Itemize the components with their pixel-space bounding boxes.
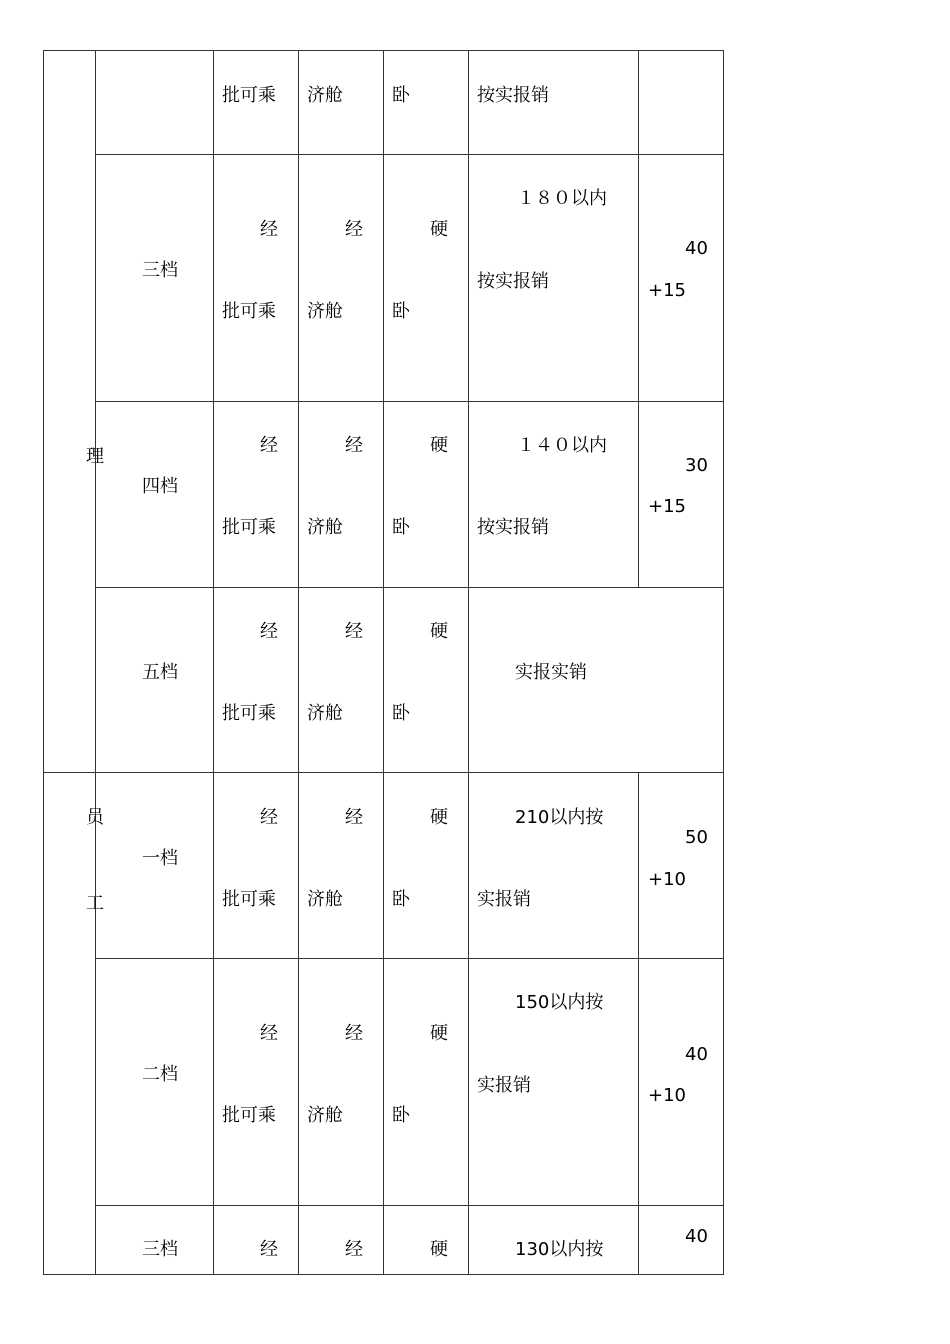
- rail-class-text: 卧: [392, 517, 410, 538]
- air-class-text: 济舱: [307, 703, 343, 724]
- air-class-cell: [298, 958, 384, 1206]
- approval-text: 经: [260, 807, 278, 828]
- grade-label: 一档: [142, 848, 178, 869]
- allowance-text: 40: [685, 1226, 708, 1247]
- approval-text: 批可乘: [222, 703, 276, 724]
- rail-class-cell: [383, 587, 469, 773]
- grade-label: 五档: [142, 662, 178, 683]
- approval-text: 批可乘: [222, 85, 276, 106]
- approval-cell: [213, 772, 299, 959]
- rail-class-text: 硬: [430, 435, 448, 456]
- grade-cell: [95, 50, 214, 155]
- rail-class-cell: [383, 958, 469, 1206]
- merged-expense-text: 实报实销: [515, 662, 587, 683]
- rail-class-text: 硬: [430, 621, 448, 642]
- allowance-text: 40: [685, 1044, 708, 1065]
- allowance-cell: [638, 772, 724, 959]
- air-class-text: 济舱: [307, 85, 343, 106]
- approval-text: 经: [260, 219, 278, 240]
- air-class-text: 济舱: [307, 1105, 343, 1126]
- rail-class-text: 硬: [430, 1239, 448, 1260]
- rail-class-cell: [383, 1205, 469, 1275]
- hotel-limit-cell: [468, 401, 639, 588]
- approval-cell: [213, 958, 299, 1206]
- approval-cell: [213, 1205, 299, 1275]
- group-label-manager: 理: [86, 446, 104, 467]
- group-label-staff: 员: [86, 807, 104, 828]
- allowance-cell: [638, 1205, 724, 1275]
- group-label-staff: 工: [86, 893, 104, 914]
- rail-class-text: 卧: [392, 889, 410, 910]
- merged-expense-cell: [468, 587, 724, 773]
- allowance-text: +10: [648, 1085, 686, 1106]
- approval-cell: [213, 401, 299, 588]
- rail-class-text: 卧: [392, 85, 410, 106]
- air-class-cell: [298, 154, 384, 402]
- air-class-text: 经: [345, 1239, 363, 1260]
- hotel-limit-text: 210以内按: [515, 807, 604, 828]
- approval-text: 经: [260, 621, 278, 642]
- approval-text: 批可乘: [222, 517, 276, 538]
- allowance-text: +15: [648, 496, 686, 517]
- hotel-limit-text: １８０以内: [517, 188, 607, 209]
- air-class-cell: [298, 401, 384, 588]
- approval-text: 经: [260, 1239, 278, 1260]
- air-class-text: 经: [345, 435, 363, 456]
- rail-class-cell: [383, 401, 469, 588]
- approval-text: 批可乘: [222, 889, 276, 910]
- allowance-text: +10: [648, 869, 686, 890]
- hotel-limit-text: 150以内按: [515, 992, 604, 1013]
- allowance-text: 50: [685, 827, 708, 848]
- rail-class-cell: [383, 772, 469, 959]
- rail-class-text: 卧: [392, 301, 410, 322]
- approval-cell: [213, 587, 299, 773]
- air-class-text: 济舱: [307, 889, 343, 910]
- rail-class-text: 硬: [430, 807, 448, 828]
- rail-class-text: 硬: [430, 1023, 448, 1044]
- hotel-limit-text: 按实报销: [477, 271, 549, 292]
- rail-class-text: 卧: [392, 703, 410, 724]
- hotel-limit-cell: [468, 772, 639, 959]
- grade-label: 三档: [142, 1239, 178, 1260]
- rail-class-cell: [383, 154, 469, 402]
- allowance-text: +15: [648, 280, 686, 301]
- group-cell-staff: [43, 772, 96, 1275]
- hotel-limit-text: 实报销: [477, 889, 531, 910]
- hotel-limit-text: 按实报销: [477, 85, 549, 106]
- hotel-limit-text: 按实报销: [477, 517, 549, 538]
- grade-label: 三档: [142, 260, 178, 281]
- hotel-limit-text: 130以内按: [515, 1239, 604, 1260]
- allowance-cell: [638, 154, 724, 402]
- air-class-text: 济舱: [307, 301, 343, 322]
- air-class-cell: [298, 1205, 384, 1275]
- rail-class-text: 卧: [392, 1105, 410, 1126]
- allowance-text: 30: [685, 455, 708, 476]
- air-class-cell: [298, 772, 384, 959]
- air-class-text: 经: [345, 621, 363, 642]
- air-class-text: 济舱: [307, 517, 343, 538]
- allowance-cell: [638, 50, 724, 155]
- allowance-text: 40: [685, 238, 708, 259]
- approval-text: 批可乘: [222, 301, 276, 322]
- hotel-limit-text: １４０以内: [517, 435, 607, 456]
- air-class-cell: [298, 587, 384, 773]
- grade-label: 四档: [142, 476, 178, 497]
- approval-cell: [213, 154, 299, 402]
- air-class-text: 经: [345, 219, 363, 240]
- approval-text: 经: [260, 1023, 278, 1044]
- air-class-text: 经: [345, 1023, 363, 1044]
- group-cell-manager: [43, 50, 96, 773]
- allowance-cell: [638, 401, 724, 588]
- hotel-limit-text: 实报销: [477, 1075, 531, 1096]
- approval-text: 经: [260, 435, 278, 456]
- approval-text: 批可乘: [222, 1105, 276, 1126]
- rail-class-text: 硬: [430, 219, 448, 240]
- air-class-text: 经: [345, 807, 363, 828]
- grade-label: 二档: [142, 1064, 178, 1085]
- allowance-cell: [638, 958, 724, 1206]
